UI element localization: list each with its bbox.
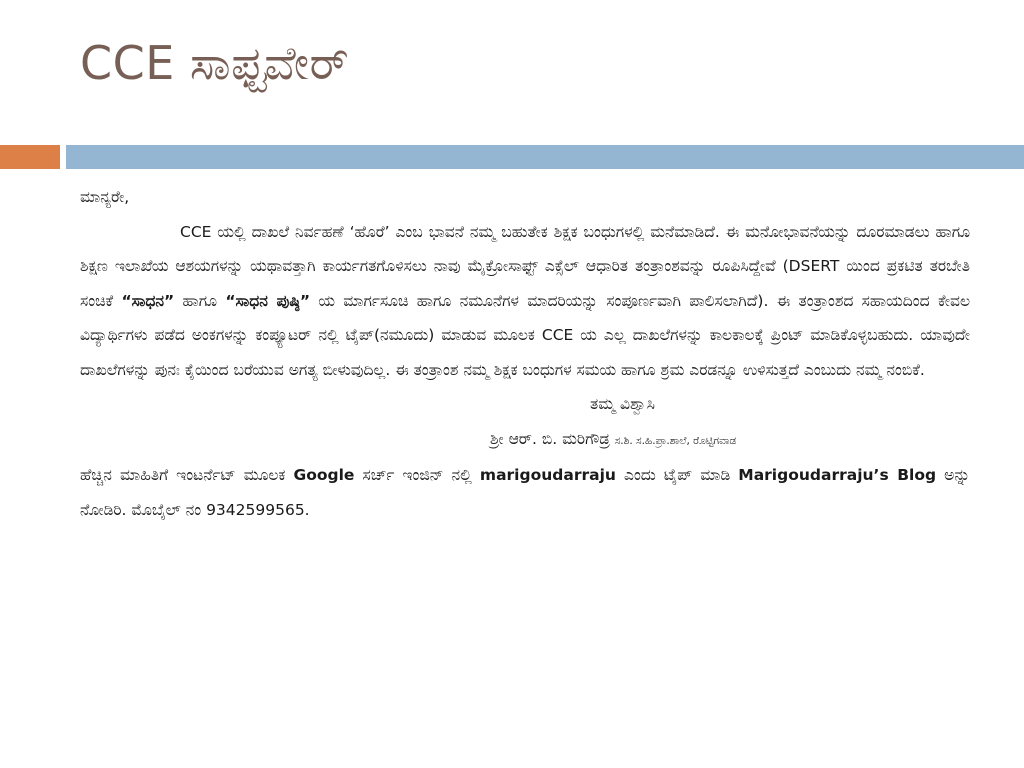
info-text-2: ಸರ್ಚ್ ಇಂಜಿನ್ ನಲ್ಲಿ (354, 466, 480, 484)
slide-title: CCE ಸಾಫ್ಟವೇರ್ (80, 36, 350, 90)
accent-bar-blue (66, 145, 1024, 169)
info-bold-blog-name: Marigoudarraju’s Blog (738, 466, 937, 484)
body-bold-sadhana-pushti: “ಸಾಧನ ಪುಷ್ಠಿ” (225, 291, 311, 310)
signer-name: ಶ್ರೀ ಆರ್. ಬಿ. ಮರಿಗೌಡ್ರ (490, 429, 610, 448)
body-text-3: ಯ ಮಾರ್ಗಸೂಚಿ ಹಾಗೂ ನಮೂನೆಗಳ ಮಾದರಿಯನ್ನು ಸಂಪೂರ್ಣವಾಗಿ ಪಾಲಿಸಲಾಗಿದೆ). ಈ ತಂತ್ರಾಂಶದ ಸಹಾಯದಿಂದ ಕೇವಲ ವಿದ್ಯಾರ್ಥಿಗಳು ಪಡೆದ ಅಂಕಗಳನ್ನು ಕಂಪ್ಯೂಟರ್ ನಲ್ಲಿ ಟೈಪ್(ನಮೂದು) ಮಾಡುವ ಮೂಲಕ CCE ಯ ಎಲ್ಲ ದಾಖಲೆಗಳನ್ನು ಕಾಲಕಾಲಕ್ಕೆ ಪ್ರಿಂಟ್ ಮಾಡಿಕೊಳ್ಳಬಹುದು. ಯಾವುದೇ ದಾಖಲೆಗಳನ್ನು ಪುನಃ ಕೈಯಿಂದ ಬರೆಯುವ ಅಗತ್ಯ ಬೀಳುವುದಿಲ್ಲ. ಈ ತಂತ್ರಾಂಶ ನಮ್ಮ ಶಿಕ್ಷಕ ಬಂಧುಗಳ ಸಮಯ ಹಾಗೂ ಶ್ರಮ ಎರಡನ್ನೂ ಉಳಿಸುತ್ತದೆ ಎಂಬುದು ನಮ್ಮ ನಂಬಿಕೆ. (80, 291, 970, 379)
info-bold-search-term: marigoudarraju (479, 466, 616, 484)
salutation: ಮಾನ್ಯರೇ, (80, 188, 130, 206)
info-paragraph (80, 458, 970, 527)
body-text-1: CCE ಯಲ್ಲಿ ದಾಖಲೆ ನಿರ್ವಹಣೆ ‘ಹೊರೆ’ ಎಂಬ ಭಾವನೆ ನಮ್ಮ ಬಹುತೇಕ ಶಿಕ್ಷಕ ಬಂಧುಗಳಲ್ಲಿ ಮನೆಮಾಡಿದೆ. ಈ ಮನೋಭಾವನೆಯನ್ನು ದೂರಮಾಡಲು ಹಾಗೂ ಶಿಕ್ಷಣ ಇಲಾಖೆಯ ಆಶಯಗಳನ್ನು ಯಥಾವತ್ತಾಗಿ ಕಾರ್ಯಗತಗೊಳಿಸಲು ನಾವು ಮೈಕ್ರೋಸಾಫ್ಟ್ ಎಕ್ಸೆಲ್ ಆಧಾರಿತ ತಂತ್ರಾಂಶವನ್ನು ರೂಪಿಸಿದ್ದೇವೆ (DSERT ಯಿಂದ ಪ್ರಕಟಿತ ತರಬೇತಿ ಸಂಚಿಕೆ (80, 222, 970, 310)
sign-off: ತಮ್ಮ ವಿಶ್ವಾಸಿ (590, 395, 655, 413)
info-text-1: ಹೆಚ್ಚಿನ ಮಾಹಿತಿಗೆ ಇಂಟರ್ನೆಟ್ ಮೂಲಕ (80, 466, 294, 484)
body-text-2: ಹಾಗೂ (174, 291, 226, 310)
body-paragraph (80, 215, 970, 388)
signer-line (80, 422, 970, 459)
signer-school: ಸ.ಶಿ. ಸ.ಹಿ.ಪ್ರಾ.ಶಾಲೆ, ರೊಟ್ಟಿಗವಾಡ (614, 434, 737, 447)
slide-content (80, 180, 970, 527)
info-bold-google: Google (293, 466, 355, 484)
accent-bar-orange (0, 145, 60, 169)
info-text-4: ಅನ್ನು ನೋಡಿರಿ. ಮೊಬೈಲ್ ನಂ 9342599565. (80, 466, 971, 519)
body-bold-sadhana: “ಸಾಧನ” (121, 291, 175, 310)
info-text-3: ಎಂದು ಟೈಪ್ ಮಾಡಿ (615, 466, 739, 484)
